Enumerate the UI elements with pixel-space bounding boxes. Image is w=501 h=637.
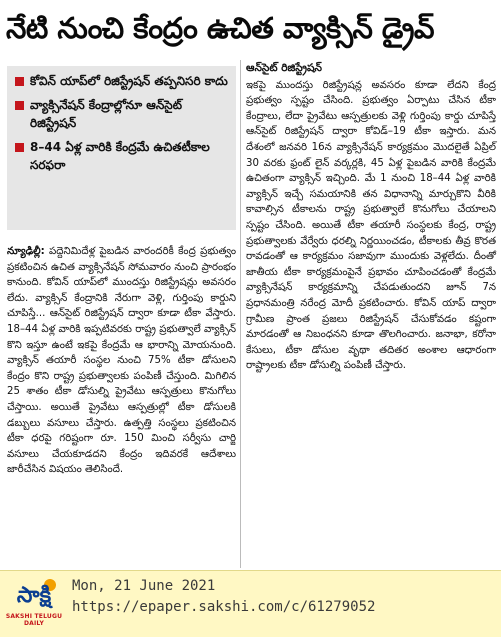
sakshi-logo[interactable] [4, 577, 64, 629]
right-body-text: ఇకపై ముందస్తు రిజిస్ట్రేషన్ల అవసరం కూడా లేదని కేంద్ర ప్రభుత్వం స్పష్టం చేసింది. ప్రభుత్వం ఏర్పాటు చేసిన టీకా కేంద్రాలు, లేదా ప్రైవేటు ఆస్పత్రులకు వెళ్లి గుర్తింపు కార్డు చూపిస్తే ఆన్‌సైట్ రిజిస్ట్రేషన్ ద్వారా కోవిడ్–19 టీకా ఇస్తారు. మన దేశంలో జనవరి 16న వ్యాక్సినేషన్ కార్యక్రమం మొదలైతే ఏప్రిల్ 30 వరకు ఫ్రంట్ లైన్ వర్కర్లకి, 45 ఏళ్ల పైబడిన వారికి కేంద్రమే ఉచితంగా వ్యాక్సిన్ ఇచ్చింది. మే 1 నుంచి 18–44 ఏళ్ల వారికి వ్యాక్సిన్ ఇచ్చే సమయానికి తన విధానాన్ని మార్చుకొని వీరికి కావాల్సిన టీకాలను రాష్ట్ర ప్రభుత్వాలే కొనుగోలు చేయాలని స్పష్టం చేసింది. అయితే టీకా తయారీ సంస్థలకు కేంద్ర, రాష్ట్ర ప్రభుత్వాలకు వేర్వేరు ధరల్ని నిర్ణయించడం, టీకాలకు తీవ్ర కొరత రావడంతో ఆ కార్యక్రమం సజావుగా ముందుకు వెళ్లలేదు. దీంతో జాతీయ టీకా కార్యక్రమంపైనే ప్రభావం చూపించడంతో కేంద్రమే వ్యాక్సినేషన్ కార్యక్రమాన్ని చేపడుతుందని జూన్ 7న ప్రధానమంత్రి నరేంద్ర మోదీ ప్రకటించారు. కోవిన్ యాప్ ద్వారా గ్రామీణ ప్రాంత ప్రజలు రిజిస్ట్రేషన్ చేసుకోవడం కష్టంగా మారడంతో ఆ నిబంధనని కూడా తొలగించారు. జనాభా, కరోనా కేసులు, టీకా డోసుల వృథా తదితర అంశాల ఆధారంగా రాష్ట్రాలకు టీకా డోసుల్ని పంపిణీ చేస్తారు. [246, 79, 496, 372]
highlight-item [15, 138, 230, 174]
section-subhead: ఆన్‌సైట్ రిజిస్ట్రేషన్ [246, 62, 322, 74]
square-bullet-icon [15, 77, 24, 86]
publication-date: Mon, 21 June 2021 [72, 578, 216, 594]
column-divider [240, 60, 241, 568]
logo-wordmark: సాక్షి [16, 583, 52, 608]
highlight-text: కోవిన్ యాప్‌లో రిజిస్ట్రేషన్ తప్పనిసరి కాదు [30, 74, 228, 88]
epaper-footer [0, 570, 501, 637]
article-paragraph [7, 244, 236, 478]
article-left-column [7, 244, 236, 478]
highlights-box [7, 66, 236, 230]
article-headline: నేటి నుంచి కేంద్రం ఉచిత వ్యాక్సిన్ డ్రైవ్ [6, 11, 435, 45]
epaper-link[interactable]: https://epaper.sakshi.com/c/61279052 [72, 599, 376, 615]
highlight-item [15, 96, 230, 132]
highlight-text: 8–44 ఏళ్ల వారికి కేంద్రమే ఉచితటీకాల సరఫరా [30, 140, 210, 172]
left-body-text: పద్దెనిమిదేళ్ల పైబడిన వారందరికీ కేంద్ర ప్రభుత్వం ప్రకటించిన ఉచిత వ్యాక్సినేషన్ సోమవారం నుంచి ప్రారంభం కానుంది. కోవిన్ యాప్‌లో ముందస్తు రిజిస్ట్రేషన్లు అవసరం లేదు. వ్యాక్సిన్ కేంద్రానికి నేరుగా వెళ్లి, గుర్తింపు కార్డుని చూపిస్తే... ఆన్‌సైట్ రిజిస్ట్రేషన్ ద్వారా కూడా టీకా వేస్తారు. 18–44 ఏళ్ల వారికి ఇప్పటివరకు రాష్ట్ర ప్రభుత్వాలే వ్యాక్సిన్ కొని ఇస్తూ ఉంటే ఇకపై కేంద్రమే ఆ భారాన్ని మోయనుంది. వ్యాక్సిన్ తయారీ సంస్థల నుంచి 75% టీకా డోసులని కేంద్రం కొని రాష్ట్ర ప్రభుత్వాలకు పంపిణీ చేస్తుంది. మిగిలిన 25 శాతం టీకా డోసుల్ని ప్రైవేటు ఆస్పత్రులు కొనుగోలు చేస్తాయి. అయితే ప్రైవేటు ఆస్పత్రుల్లో టీకా డోసులకి డబ్బులు వసూలు చేస్తారు. ఉత్పత్తి సంస్థలు ప్రకటించిన టీకా ధరపై గరిష్టంగా రూ. 150 మించి సర్వీసు చార్జి వసూలు చేయకూడదని కేంద్రం ఇదివరకే ఆదేశాలు జారీచేసిన విషయం తెలిసిందే. [7, 246, 236, 476]
article-right-column [246, 61, 496, 374]
highlight-item [15, 72, 230, 90]
dateline: న్యూఢిల్లీ: [7, 246, 45, 257]
logo-tagline: SAKSHI TELUGU DAILY [5, 613, 63, 627]
square-bullet-icon [15, 143, 24, 152]
square-bullet-icon [15, 101, 24, 110]
highlight-text: వ్యాక్సినేషన్ కేంద్రాల్లోనూ ఆన్‌సైట్ రిజిస్ట్రేషన్ [30, 98, 182, 130]
